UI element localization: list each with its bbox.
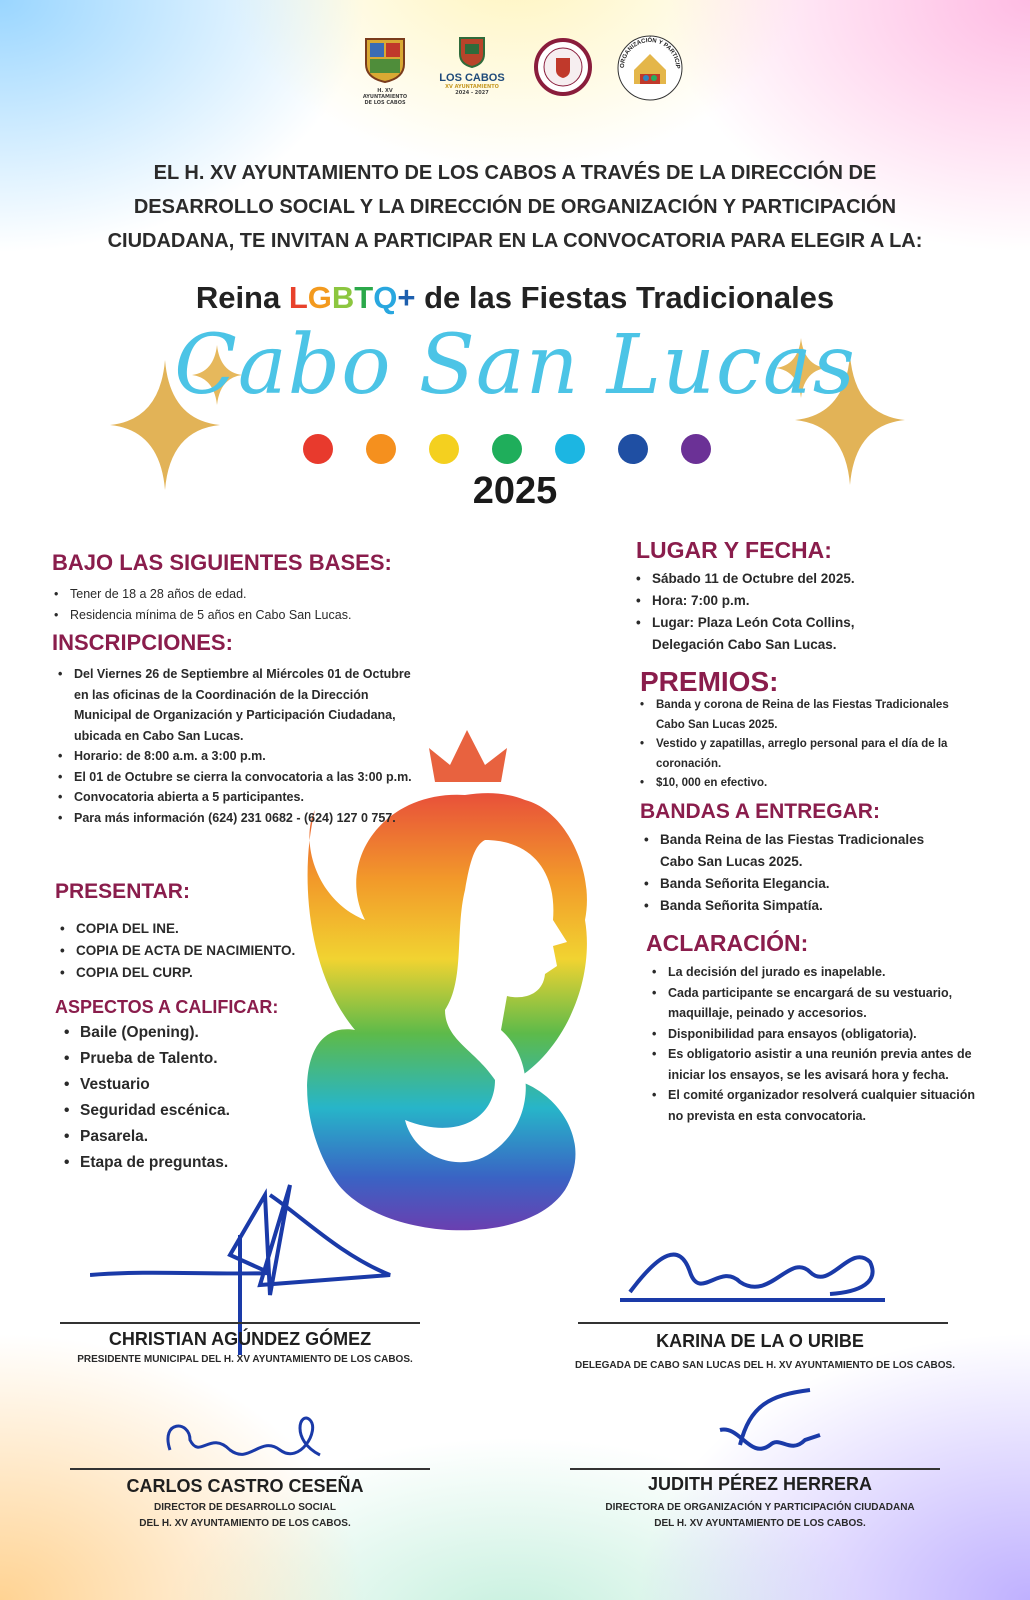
- shield-icon: [457, 36, 487, 68]
- los-cabos-sub: XV AYUNTAMIENTO: [445, 84, 499, 90]
- list-item: • Pasarela.: [60, 1124, 340, 1150]
- intro-line-3: CIUDADANA, TE INVITAN A PARTICIPAR EN LA CONVOCATORIA PARA ELEGIR A LA:: [107, 230, 923, 252]
- list-item: • Para más información (624) 231 0682 - (624) 127 0 757.: [54, 808, 414, 829]
- list-item: • Vestuario: [60, 1072, 340, 1098]
- signature-scribble-christian: [90, 1175, 420, 1355]
- signatory-role: DELEGADA DE CABO SAN LUCAS DEL H. XV AYUNTAMIENTO DE LOS CABOS.: [574, 1360, 956, 1371]
- rainbow-dot-red: [303, 434, 333, 464]
- event-year: 2025: [472, 470, 558, 512]
- presentar-list: [56, 918, 376, 984]
- title-letter-plus: +: [397, 280, 416, 315]
- crown-icon: [429, 730, 507, 782]
- title-prefix: Reina: [195, 280, 289, 315]
- lugar-heading: LUGAR Y FECHA:: [636, 537, 832, 563]
- signature-line: [60, 1322, 420, 1324]
- ayuntamiento-caption-1: H. XV AYUNTAMIENTO: [362, 88, 408, 100]
- bandas-heading: BANDAS A ENTREGAR:: [640, 800, 880, 823]
- list-item: • Prueba de Talento.: [60, 1046, 340, 1072]
- participacion-ring-text: ORGANIZACIÓN Y PARTICIP: [619, 37, 681, 69]
- list-item: • Cada participante se encargará de su vestuario, maquillaje, peinado y accesorios.: [648, 983, 984, 1024]
- aclaracion-heading: ACLARACIÓN:: [646, 930, 809, 956]
- rainbow-dot-cyan: [555, 434, 585, 464]
- participacion-house-icon: [616, 34, 684, 102]
- title-letter-g: G: [307, 280, 332, 315]
- list-item: • Hora: 7:00 p.m.: [632, 590, 892, 612]
- signatory-name: JUDITH PÉREZ HERRERA: [647, 1474, 873, 1494]
- list-item: • Baile (Opening).: [60, 1020, 340, 1046]
- rainbow-dot-purple: [681, 434, 711, 464]
- list-item: • COPIA DE ACTA DE NACIMIENTO.: [56, 940, 376, 962]
- list-item: • Residencia mínima de 5 años en Cabo San Lucas.: [50, 605, 450, 626]
- title-suffix: de las Fiestas Tradicionales: [415, 280, 835, 315]
- list-item: • Horario: de 8:00 a.m. a 3:00 p.m.: [54, 746, 414, 767]
- signature-line: [570, 1468, 940, 1470]
- list-item: • Etapa de preguntas.: [60, 1150, 340, 1176]
- bandas-list: [640, 829, 960, 917]
- rainbow-dot-yellow: [429, 434, 459, 464]
- bases-heading: BAJO LAS SIGUIENTES BASES:: [52, 550, 392, 575]
- list-item: • Seguridad escénica.: [60, 1098, 340, 1124]
- los-cabos-name: LOS CABOS: [439, 72, 505, 84]
- rainbow-dot-blue: [618, 434, 648, 464]
- list-item: • Lugar: Plaza León Cota Collins, Delegación Cabo San Lucas.: [632, 612, 892, 656]
- aspectos-list: [60, 1020, 340, 1176]
- signature-scribble-karina: [620, 1232, 890, 1312]
- rainbow-dot-green: [492, 434, 522, 464]
- rainbow-dot-orange: [366, 434, 396, 464]
- signature-line: [578, 1322, 948, 1324]
- lugar-list: [632, 568, 892, 656]
- title-letter-b: B: [331, 280, 355, 315]
- seal-icon: [534, 38, 592, 96]
- list-item: • El comité organizador resolverá cualquier situación no prevista en esta convocatoria.: [648, 1085, 984, 1126]
- signatory-role-line-2: DEL H. XV AYUNTAMIENTO DE LOS CABOS.: [654, 1518, 866, 1529]
- premios-heading: PREMIOS:: [640, 666, 779, 697]
- ayuntamiento-logo: [360, 36, 410, 106]
- list-item: • COPIA DEL INE.: [56, 918, 376, 940]
- list-item: • Banda Señorita Simpatía.: [640, 895, 960, 917]
- list-item: • COPIA DEL CURP.: [56, 962, 376, 984]
- list-item: • Del Viernes 26 de Septiembre al Miércoles 01 de Octubre en las oficinas de la Coordinación de la Dirección Municipal de Organización y Participación Ciudadana, ubicada en Cabo San Lucas.: [54, 664, 414, 746]
- aclaracion-list: [648, 962, 984, 1126]
- ayuntamiento-caption-2: DE LOS CABOS: [364, 100, 406, 106]
- list-item: • Banda Reina de las Fiestas Tradicionales Cabo San Lucas 2025.: [640, 829, 960, 873]
- signatory-role: PRESIDENTE MUNICIPAL DEL H. XV AYUNTAMIENTO DE LOS CABOS.: [77, 1354, 413, 1365]
- list-item: • Banda y corona de Reina de las Fiestas Tradicionales Cabo San Lucas 2025.: [636, 696, 976, 735]
- list-item: • Convocatoria abierta a 5 participantes.: [54, 787, 414, 808]
- list-item: • La decisión del jurado es inapelable.: [648, 962, 984, 983]
- list-item: • Sábado 11 de Octubre del 2025.: [632, 568, 892, 590]
- signatory-name: KARINA DE LA O URIBE: [656, 1331, 864, 1351]
- signature-scribble-judith: [710, 1385, 830, 1475]
- dif-seal-logo: [534, 38, 592, 100]
- event-title: [0, 280, 1030, 316]
- los-cabos-years: 2024 - 2027: [455, 90, 489, 96]
- list-item: • Tener de 18 a 28 años de edad.: [50, 584, 450, 605]
- title-letter-t: T: [354, 280, 374, 315]
- title-script-city: Cabo San Lucas: [174, 318, 856, 413]
- los-cabos-logo: [436, 36, 508, 96]
- signatory-name: CARLOS CASTRO CESEÑA: [126, 1476, 364, 1496]
- inscripciones-list: [54, 664, 414, 828]
- intro-text: [60, 156, 970, 258]
- list-item: • Disponibilidad para ensayos (obligatoria).: [648, 1024, 984, 1045]
- intro-line-2: DESARROLLO SOCIAL Y LA DIRECCIÓN DE ORGANIZACIÓN Y PARTICIPACIÓN: [133, 196, 897, 218]
- signatory-name: CHRISTIAN AGÚNDEZ GÓMEZ: [108, 1329, 372, 1349]
- participacion-ciudadana-logo: [616, 34, 684, 106]
- list-item: • Banda Señorita Elegancia.: [640, 873, 960, 895]
- intro-line-1: EL H. XV AYUNTAMIENTO DE LOS CABOS A TRAVÉS DE LA DIRECCIÓN DE: [153, 162, 877, 184]
- inscripciones-heading: INSCRIPCIONES:: [52, 630, 233, 655]
- signatory-role-line-1: DIRECTOR DE DESARROLLO SOCIAL: [153, 1502, 337, 1513]
- signatory-role-line-2: DEL H. XV AYUNTAMIENTO DE LOS CABOS.: [139, 1518, 351, 1529]
- list-item: • Vestido y zapatillas, arreglo personal para el día de la coronación.: [636, 735, 976, 774]
- premios-list: [636, 696, 976, 794]
- coat-of-arms-icon: [360, 36, 410, 84]
- presentar-heading: PRESENTAR:: [55, 880, 190, 903]
- list-item: • $10, 000 en efectivo.: [636, 774, 976, 794]
- title-letter-l: L: [288, 280, 308, 315]
- aspectos-heading: ASPECTOS A CALIFICAR:: [55, 997, 279, 1017]
- title-letter-q: Q: [373, 280, 398, 315]
- signature-line: [70, 1468, 430, 1470]
- list-item: • Es obligatorio asistir a una reunión previa antes de iniciar los ensayos, se les avisará hora y fecha.: [648, 1044, 984, 1085]
- list-item: • El 01 de Octubre se cierra la convocatoria a las 3:00 p.m.: [54, 767, 414, 788]
- bases-list: [50, 584, 450, 625]
- signatory-role-line-1: DIRECTORA DE ORGANIZACIÓN Y PARTICIPACIÓN CIUDADANA: [605, 1502, 915, 1513]
